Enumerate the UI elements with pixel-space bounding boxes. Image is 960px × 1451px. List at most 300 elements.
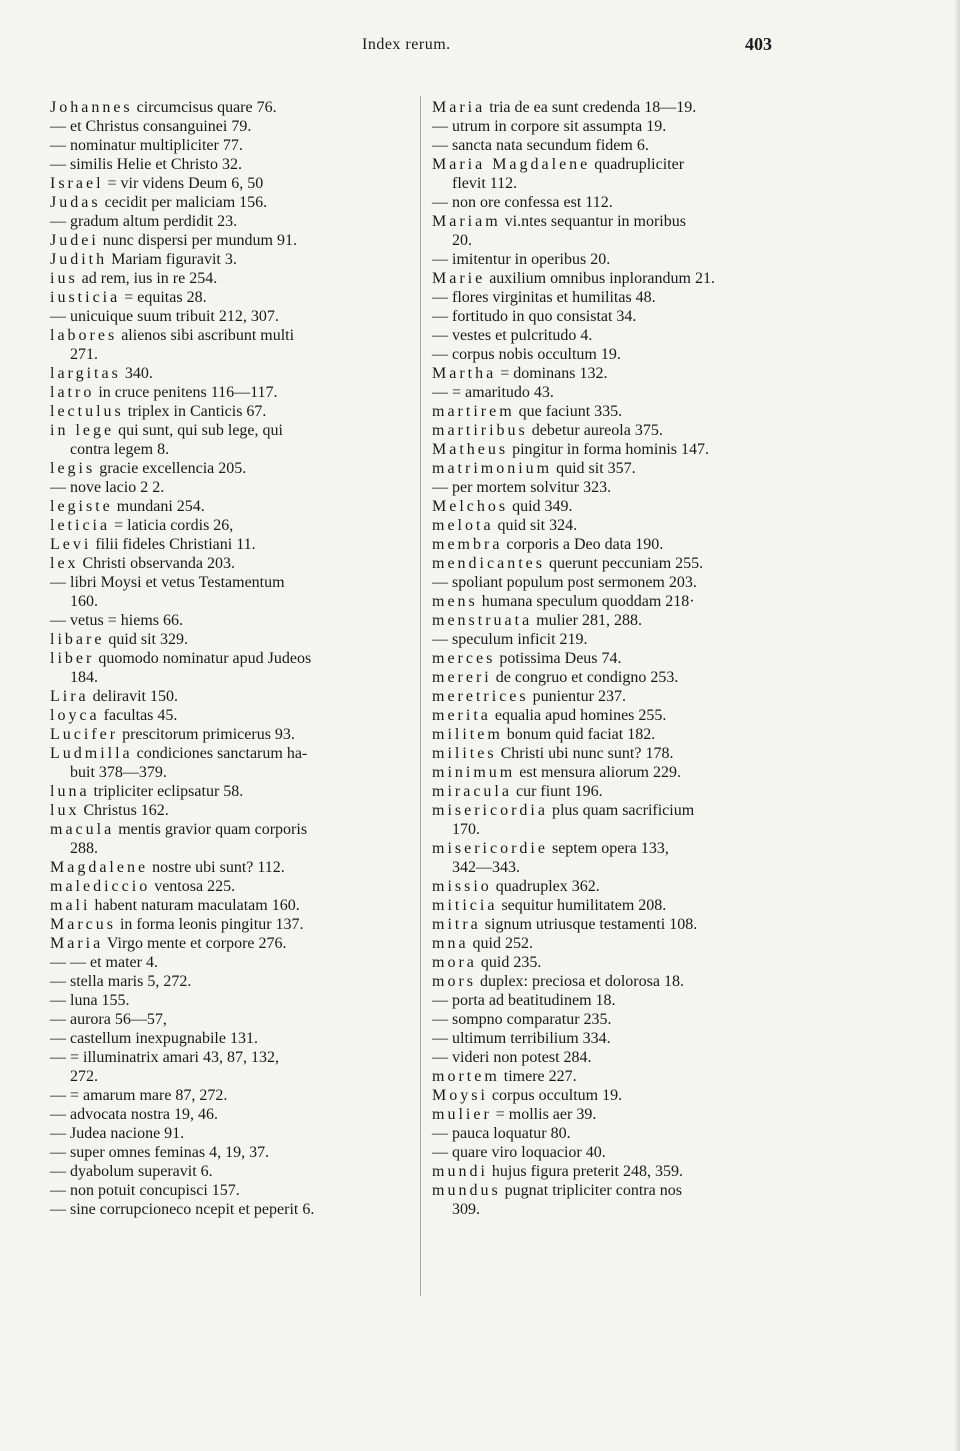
index-entry — [50, 1181, 402, 1200]
entry-headword: Israel — [50, 175, 104, 192]
index-entry — [432, 763, 782, 782]
entry-text: quid 349. — [508, 498, 573, 515]
index-entry — [432, 516, 782, 535]
index-entry — [432, 820, 782, 839]
entry-headword: ius — [50, 270, 78, 287]
entry-text: — = amarum mare 87, 272. — [50, 1087, 228, 1104]
index-entry — [50, 516, 402, 535]
entry-headword: militem — [432, 726, 503, 743]
entry-text: — videri non potest 284. — [432, 1049, 592, 1066]
index-entry — [50, 839, 402, 858]
index-entry — [432, 1181, 782, 1200]
entry-text: circumcisus quare 76. — [132, 99, 277, 116]
index-entry — [432, 573, 782, 592]
index-entry — [50, 573, 402, 592]
index-entry — [50, 725, 402, 744]
index-entry — [50, 383, 402, 402]
entry-text: = laticia cordis 26, — [110, 517, 234, 534]
entry-text: cur fiunt 196. — [511, 783, 603, 800]
index-entry — [50, 364, 402, 383]
index-entry — [432, 402, 782, 421]
entry-text: triplex in Canticis 67. — [123, 403, 267, 420]
index-entry — [432, 1067, 782, 1086]
entry-headword: mendicantes — [432, 555, 545, 572]
index-entry — [50, 288, 402, 307]
entry-headword: Martha — [432, 365, 497, 382]
entry-text: habent naturam maculatam 160. — [90, 897, 300, 914]
index-entry — [50, 1010, 402, 1029]
index-entry — [50, 1124, 402, 1143]
entry-text: 309. — [452, 1201, 480, 1218]
entry-text: prescitorum primicerus 93. — [118, 726, 295, 743]
entry-headword: legiste — [50, 498, 113, 515]
index-entry — [50, 744, 402, 763]
entry-text: humana speculum quoddam 218· — [477, 593, 695, 610]
entry-text: tripliciter eclipsatur 58. — [89, 783, 244, 800]
entry-text: qui sunt, qui sub lege, qui — [114, 422, 283, 439]
index-entry — [50, 782, 402, 801]
entry-headword: milites — [432, 745, 497, 762]
index-entry — [432, 174, 782, 193]
entry-text: — super omnes feminas 4, 19, 37. — [50, 1144, 270, 1161]
scan-edge-shadow — [954, 0, 960, 1451]
index-entry — [432, 554, 782, 573]
entry-text: 184. — [70, 669, 98, 686]
entry-text: filii fideles Christiani 11. — [91, 536, 256, 553]
index-entry — [432, 345, 782, 364]
index-entry — [50, 250, 402, 269]
index-entry — [432, 801, 782, 820]
entry-headword: Melchos — [432, 498, 509, 515]
entry-text: 170. — [452, 821, 480, 838]
entry-text: mulier 281, 288. — [532, 612, 642, 629]
entry-headword: labores — [50, 327, 118, 344]
entry-text: flevit 112. — [452, 175, 518, 192]
index-entry — [50, 98, 402, 117]
entry-text: que faciunt 335. — [514, 403, 623, 420]
entry-text: cecidit per maliciam 156. — [100, 194, 268, 211]
entry-text: — dyabolum superavit 6. — [50, 1163, 213, 1180]
entry-text: condiciones sanctarum ha- — [132, 745, 308, 762]
entry-text: est mensura aliorum 229. — [515, 764, 681, 781]
entry-text: 20. — [452, 232, 472, 249]
entry-text: signum utriusque testamenti 108. — [480, 916, 698, 933]
index-entry — [50, 212, 402, 231]
index-entry — [432, 668, 782, 687]
entry-headword: matrimonium — [432, 460, 553, 477]
entry-text: — non ore confessa est 112. — [432, 194, 613, 211]
index-entry — [432, 972, 782, 991]
index-entry — [50, 858, 402, 877]
entry-text: plus quam sacrificium — [547, 802, 695, 819]
entry-text: — sompno comparatur 235. — [432, 1011, 612, 1028]
entry-headword: Maria — [432, 99, 486, 116]
index-entry — [50, 155, 402, 174]
entry-text: 160. — [70, 593, 98, 610]
entry-headword: in lege — [50, 422, 115, 439]
index-entry — [432, 630, 782, 649]
index-entry — [432, 611, 782, 630]
entry-text: — ultimum terribilium 334. — [432, 1030, 611, 1047]
index-entry — [432, 1048, 782, 1067]
entry-text: quadruplex 362. — [491, 878, 600, 895]
entry-headword: mora — [432, 954, 477, 971]
entry-headword: latro — [50, 384, 95, 401]
index-entry — [432, 193, 782, 212]
entry-headword: Magdalene — [50, 859, 149, 876]
index-entry — [50, 269, 402, 288]
index-entry — [50, 1200, 402, 1219]
index-entry — [432, 1086, 782, 1105]
index-entry — [50, 117, 402, 136]
index-entry — [432, 649, 782, 668]
entry-headword: miticia — [432, 897, 498, 914]
entry-text: corporis a Deo data 190. — [502, 536, 664, 553]
index-entry — [432, 1105, 782, 1124]
entry-headword: Maria — [50, 935, 104, 952]
entry-headword: mens — [432, 593, 478, 610]
index-entry — [50, 687, 402, 706]
index-entry — [50, 877, 402, 896]
index-entry — [50, 1048, 402, 1067]
index-entry — [432, 1200, 782, 1219]
entry-text: — advocata nostra 19, 46. — [50, 1106, 218, 1123]
entry-text: buit 378—379. — [70, 764, 167, 781]
index-entry — [50, 421, 402, 440]
index-entry — [432, 782, 782, 801]
entry-text: — utrum in corpore sit assumpta 19. — [432, 118, 667, 135]
entry-headword: Mariam — [432, 213, 501, 230]
index-entry — [432, 1010, 782, 1029]
entry-text: de congruo et condigno 253. — [491, 669, 679, 686]
entry-headword: mitra — [432, 916, 481, 933]
index-entry — [432, 953, 782, 972]
entry-text: — = amaritudo 43. — [432, 384, 554, 401]
entry-text: nostre ubi sunt? 112. — [148, 859, 285, 876]
entry-text: — unicuique suum tribuit 212, 307. — [50, 308, 279, 325]
index-entry — [50, 459, 402, 478]
entry-text: — sancta nata secundum fidem 6. — [432, 137, 649, 154]
entry-text: — porta ad beatitudinem 18. — [432, 992, 616, 1009]
entry-text: — per mortem solvitur 323. — [432, 479, 612, 496]
entry-headword: mors — [432, 973, 476, 990]
index-entry — [432, 877, 782, 896]
index-entry — [50, 402, 402, 421]
index-entry — [432, 155, 782, 174]
entry-headword: martiribus — [432, 422, 528, 439]
page-title: Index rerum. — [362, 36, 451, 53]
entry-text: tria de ea sunt credenda 18—19. — [485, 99, 697, 116]
entry-text: — spoliant populum post sermonem 203. — [432, 574, 697, 591]
entry-text: 272. — [70, 1068, 98, 1085]
index-entry — [432, 991, 782, 1010]
entry-headword: Lira — [50, 688, 89, 705]
entry-headword: merita — [432, 707, 491, 724]
entry-headword: macula — [50, 821, 115, 838]
index-entry — [50, 1105, 402, 1124]
entry-headword: luna — [50, 783, 90, 800]
entry-headword: minimum — [432, 764, 516, 781]
entry-text: — quare viro loquacior 40. — [432, 1144, 606, 1161]
entry-headword: Judith — [50, 251, 108, 268]
entry-text: quid 235. — [476, 954, 542, 971]
entry-text: 340. — [120, 365, 153, 382]
index-entry — [432, 535, 782, 554]
index-entry — [50, 706, 402, 725]
index-entry — [50, 953, 402, 972]
entry-headword: iusticia — [50, 289, 121, 306]
index-entry — [50, 668, 402, 687]
entry-text: — stella maris 5, 272. — [50, 973, 192, 990]
index-entry — [50, 231, 402, 250]
entry-text: — — et mater 4. — [50, 954, 158, 971]
index-entry — [432, 421, 782, 440]
entry-text: potissima Deus 74. — [495, 650, 622, 667]
index-entry — [50, 820, 402, 839]
entry-headword: Lucifer — [50, 726, 119, 743]
entry-headword: loyca — [50, 707, 100, 724]
entry-text: pingitur in forma hominis 147. — [508, 441, 709, 458]
index-entry — [432, 858, 782, 877]
index-entry — [50, 649, 402, 668]
entry-headword: misericordie — [432, 840, 548, 857]
entry-text: Virgo mente et corpore 276. — [103, 935, 287, 952]
index-entry — [50, 193, 402, 212]
entry-text: 342—343. — [452, 859, 520, 876]
entry-text: — libri Moysi et vetus Testamentum — [50, 574, 285, 591]
entry-text: Christi observanda 203. — [78, 555, 235, 572]
entry-text: = dominans 132. — [496, 365, 608, 382]
entry-text: hujus figura preterit 248, 359. — [487, 1163, 683, 1180]
right-column — [432, 98, 782, 1219]
entry-headword: Levi — [50, 536, 92, 553]
entry-headword: liber — [50, 650, 95, 667]
entry-text: pugnat tripliciter contra nos — [500, 1182, 682, 1199]
entry-text: — castellum inexpugnabile 131. — [50, 1030, 258, 1047]
index-entry — [432, 364, 782, 383]
entry-headword: Marie — [432, 270, 486, 287]
index-entry — [50, 174, 402, 193]
index-entry — [50, 554, 402, 573]
index-entry — [50, 972, 402, 991]
entry-text: 271. — [70, 346, 98, 363]
entry-text: alienos sibi ascribunt multi — [117, 327, 295, 344]
index-entry — [432, 1124, 782, 1143]
index-entry — [432, 1143, 782, 1162]
entry-headword: mundi — [432, 1163, 488, 1180]
entry-text: vi.ntes sequantur in moribus — [500, 213, 686, 230]
entry-headword: membra — [432, 536, 503, 553]
index-entry — [432, 212, 782, 231]
index-entry — [432, 326, 782, 345]
entry-headword: legis — [50, 460, 96, 477]
entry-text: Christus 162. — [79, 802, 169, 819]
entry-text: duplex: preciosa et dolorosa 18. — [476, 973, 684, 990]
index-entry — [432, 459, 782, 478]
entry-text: — gradum altum perdidit 23. — [50, 213, 238, 230]
entry-text: — similis Helie et Christo 32. — [50, 156, 242, 173]
entry-headword: Marcus — [50, 916, 116, 933]
entry-headword: miracula — [432, 783, 512, 800]
entry-text: gracie excellencia 205. — [95, 460, 247, 477]
entry-text: — nove lacio 2 2. — [50, 479, 165, 496]
index-entry — [432, 687, 782, 706]
entry-text: 288. — [70, 840, 98, 857]
entry-text: — Judea nacione 91. — [50, 1125, 185, 1142]
entry-text: quomodo nominatur apud Judeos — [94, 650, 312, 667]
entry-text: equalia apud homines 255. — [490, 707, 667, 724]
left-column — [50, 98, 402, 1219]
entry-headword: meretrices — [432, 688, 529, 705]
entry-headword: lux — [50, 802, 80, 819]
index-entry — [432, 915, 782, 934]
index-entry — [432, 725, 782, 744]
index-entry — [432, 136, 782, 155]
index-entry — [432, 592, 782, 611]
entry-text: — et Christus consanguinei 79. — [50, 118, 252, 135]
entry-text: auxilium omnibus inplorandum 21. — [485, 270, 715, 287]
entry-text: — speculum inficit 219. — [432, 631, 588, 648]
index-entry — [432, 839, 782, 858]
index-entry — [432, 440, 782, 459]
entry-text: — nominatur multipliciter 77. — [50, 137, 243, 154]
entry-text: mundani 254. — [112, 498, 205, 515]
index-entry — [50, 535, 402, 554]
entry-text: sequitur humilitatem 208. — [497, 897, 667, 914]
entry-text: = mollis aer 39. — [491, 1106, 597, 1123]
column-divider — [420, 96, 421, 1296]
index-entry — [50, 497, 402, 516]
entry-headword: mundus — [432, 1182, 501, 1199]
index-entry — [50, 440, 402, 459]
running-head — [0, 36, 960, 58]
index-entry — [50, 915, 402, 934]
entry-headword: Moysi — [432, 1087, 488, 1104]
entry-text: quadrupliciter — [590, 156, 685, 173]
entry-headword: martirem — [432, 403, 515, 420]
entry-headword: leticia — [50, 517, 111, 534]
entry-text: septem opera 133, — [547, 840, 669, 857]
entry-text: deliravit 150. — [88, 688, 178, 705]
index-entry — [50, 1029, 402, 1048]
entry-text: = vir videns Deum 6, 50 — [103, 175, 264, 192]
entry-headword: Judas — [50, 194, 101, 211]
entry-text: mentis gravior quam corporis — [114, 821, 308, 838]
index-entry — [432, 478, 782, 497]
index-entry — [50, 1067, 402, 1086]
entry-headword: misericordia — [432, 802, 548, 819]
index-entry — [50, 934, 402, 953]
entry-text: debetur aureola 375. — [527, 422, 663, 439]
index-entry — [432, 98, 782, 117]
entry-text: — flores virginitas et humilitas 48. — [432, 289, 656, 306]
entry-text: Christi ubi nunc sunt? 178. — [496, 745, 674, 762]
index-entry — [50, 1086, 402, 1105]
entry-headword: Judei — [50, 232, 99, 249]
index-entry — [432, 744, 782, 763]
entry-text: — = illuminatrix amari 43, 87, 132, — [50, 1049, 279, 1066]
entry-headword: mereri — [432, 669, 492, 686]
entry-text: — corpus nobis occultum 19. — [432, 346, 621, 363]
entry-text: ventosa 225. — [150, 878, 236, 895]
index-entry — [432, 307, 782, 326]
index-entry — [432, 250, 782, 269]
entry-headword: mortem — [432, 1068, 500, 1085]
entry-headword: mulier — [432, 1106, 492, 1123]
entry-headword: merces — [432, 650, 496, 667]
entry-headword: missio — [432, 878, 492, 895]
index-entry — [432, 896, 782, 915]
entry-headword: libare — [50, 631, 105, 648]
index-entry — [50, 326, 402, 345]
entry-headword: Matheus — [432, 441, 509, 458]
index-entry — [432, 1162, 782, 1181]
entry-text: querunt peccuniam 255. — [544, 555, 704, 572]
index-entry — [432, 231, 782, 250]
entry-headword: mali — [50, 897, 91, 914]
index-entry — [50, 1143, 402, 1162]
entry-headword: lex — [50, 555, 79, 572]
index-entry — [432, 497, 782, 516]
index-entry — [432, 934, 782, 953]
entry-text: — sine corrupcioneco ncepit et peperit 6. — [50, 1201, 315, 1218]
entry-text: bonum quid faciat 182. — [502, 726, 656, 743]
entry-text: punientur 237. — [528, 688, 626, 705]
entry-headword: Johannes — [50, 99, 133, 116]
entry-text: timere 227. — [499, 1068, 577, 1085]
index-entry — [432, 706, 782, 725]
entry-headword: melota — [432, 517, 494, 534]
entry-text: corpus occultum 19. — [487, 1087, 623, 1104]
entry-text: contra legem 8. — [70, 441, 170, 458]
index-entry — [50, 307, 402, 326]
index-entry — [50, 763, 402, 782]
entry-text: — non potuit concupisci 157. — [50, 1182, 240, 1199]
index-entry — [50, 1162, 402, 1181]
entry-headword: Ludmilla — [50, 745, 133, 762]
index-entry — [432, 117, 782, 136]
entry-text: facultas 45. — [99, 707, 178, 724]
entry-headword: malediccio — [50, 878, 151, 895]
entry-text: in cruce penitens 116—117. — [94, 384, 278, 401]
index-entry — [50, 630, 402, 649]
entry-text: quid 252. — [468, 935, 533, 952]
entry-headword: menstruata — [432, 612, 533, 629]
entry-text: = equitas 28. — [120, 289, 207, 306]
entry-text: Mariam figuravit 3. — [107, 251, 237, 268]
index-entry — [432, 269, 782, 288]
index-entry — [50, 478, 402, 497]
index-entry — [432, 288, 782, 307]
index-entry — [50, 991, 402, 1010]
entry-headword: largitas — [50, 365, 121, 382]
entry-text: — fortitudo in quo consistat 34. — [432, 308, 637, 325]
entry-text: quid sit 329. — [104, 631, 188, 648]
entry-text: ad rem, ius in re 254. — [77, 270, 218, 287]
entry-text: — imitentur in operibus 20. — [432, 251, 611, 268]
index-entry — [50, 592, 402, 611]
entry-text: quid sit 324. — [493, 517, 578, 534]
entry-text: nunc dispersi per mundum 91. — [98, 232, 297, 249]
entry-headword: mna — [432, 935, 469, 952]
entry-text: — vetus = hiems 66. — [50, 612, 184, 629]
index-entry — [50, 345, 402, 364]
entry-text: quid sit 357. — [552, 460, 636, 477]
page-number: 403 — [745, 34, 772, 54]
entry-headword: lectulus — [50, 403, 124, 420]
entry-text: — aurora 56—57, — [50, 1011, 167, 1028]
index-entry — [432, 383, 782, 402]
